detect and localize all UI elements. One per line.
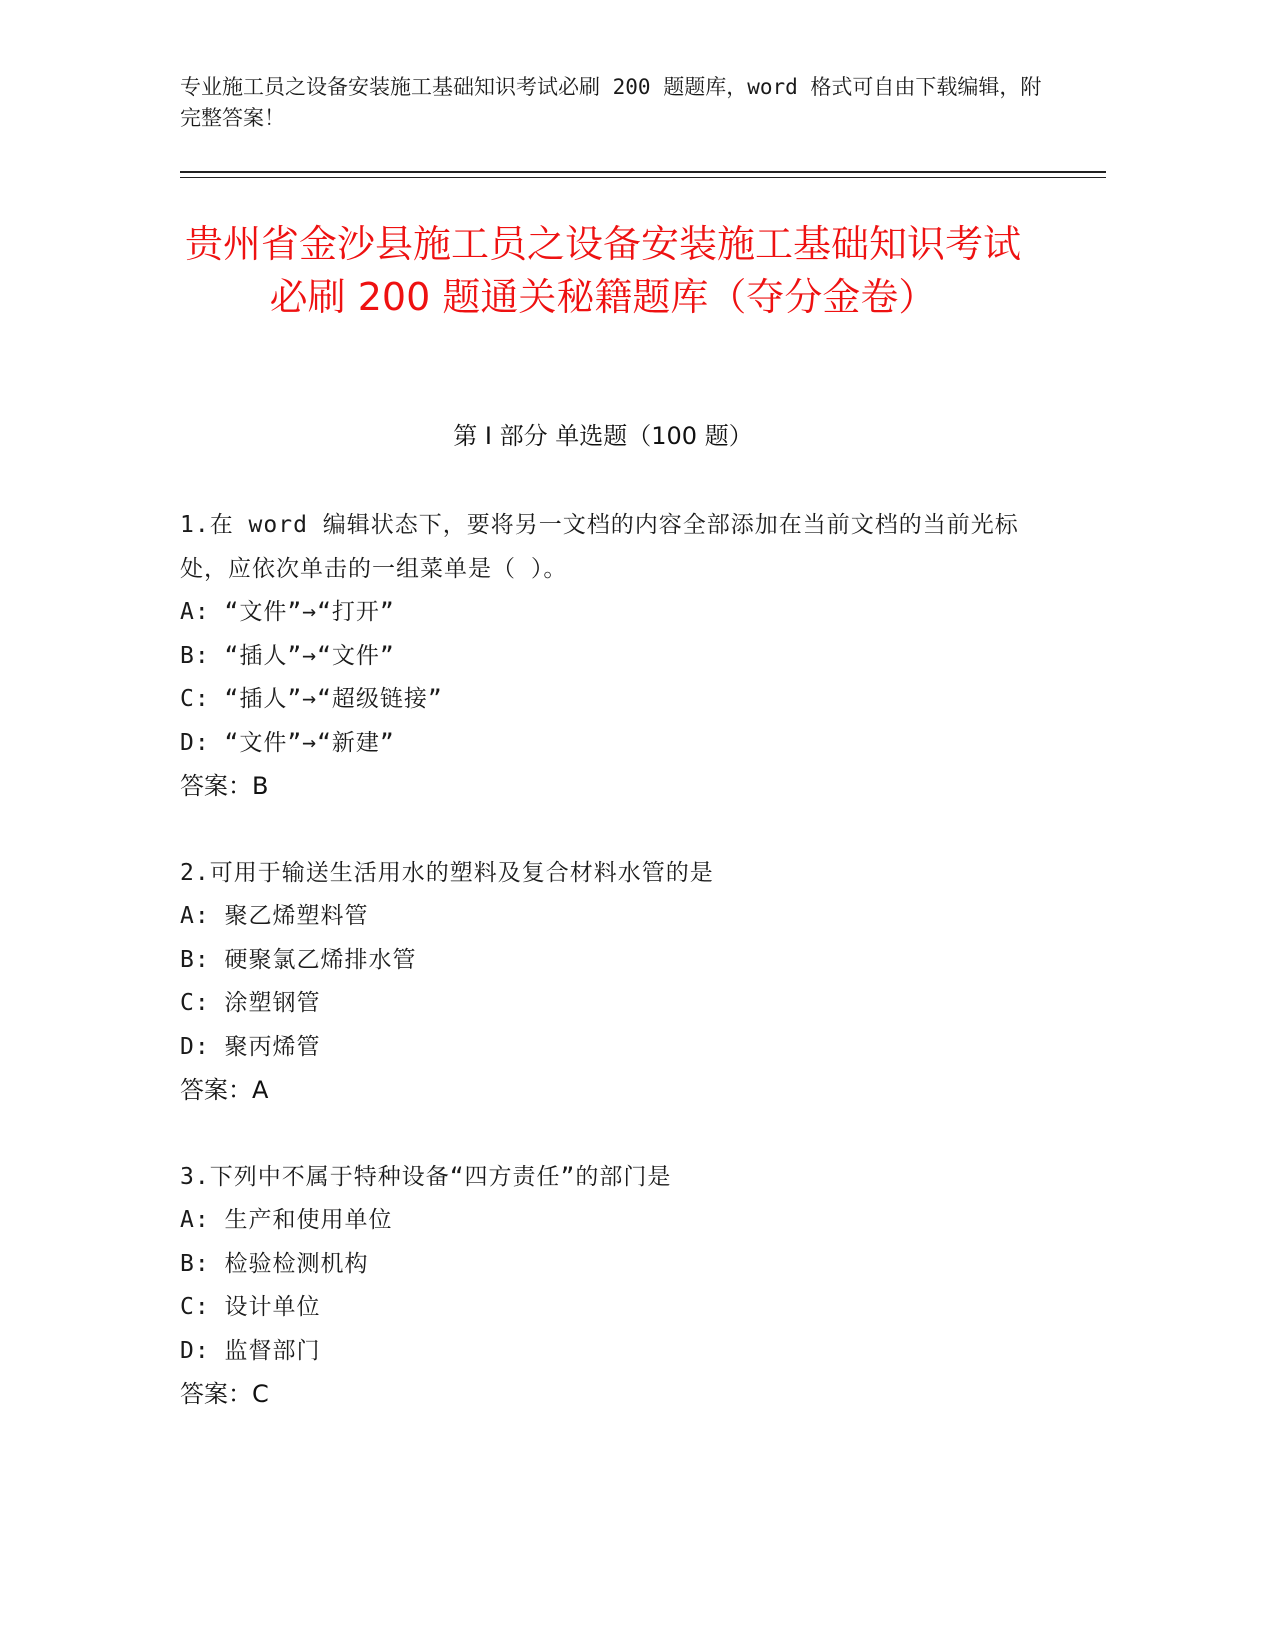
option-b: B: 硬聚氯乙烯排水管 xyxy=(180,946,417,973)
question-stem: 3.下列中不属于特种设备“四方责任”的部门是 xyxy=(180,1163,672,1190)
option-c: C: “插人”→“超级链接” xyxy=(180,686,443,712)
option-d: D: 监督部门 xyxy=(180,1337,321,1364)
answer: 答案：A xyxy=(180,1076,269,1104)
option-d: D: “文件”→“新建” xyxy=(180,729,395,756)
option-a: A: 聚乙烯塑料管 xyxy=(180,903,369,929)
question-3 xyxy=(180,1156,1060,1417)
option-c: C: 设计单位 xyxy=(180,1294,321,1320)
answer: 答案：C xyxy=(180,1380,269,1408)
document-title: 贵州省金沙县施工员之设备安装施工基础知识考试必刷 200 题通关秘籍题库（夺分金卷） xyxy=(184,222,1021,319)
question-list xyxy=(180,504,1060,1460)
option-a: A: “文件”→“打开” xyxy=(180,599,395,625)
option-b: B: “插人”→“文件” xyxy=(180,642,395,669)
header-note: 专业施工员之设备安装施工基础知识考试必刷 200 题题库，word 格式可自由下载编辑，附完整答案！ xyxy=(180,75,1042,130)
question-2 xyxy=(180,852,1060,1113)
option-a: A: 生产和使用单位 xyxy=(180,1207,393,1233)
question-stem: 1.在 word 编辑状态下，要将另一文档的内容全部添加在当前文档的当前光标处，应依次单击的一组菜单是（ ）。 xyxy=(180,512,1019,582)
option-d: D: 聚丙烯管 xyxy=(180,1033,321,1060)
header-divider-thick xyxy=(180,171,1106,173)
question-stem: 2.可用于输送生活用水的塑料及复合材料水管的是 xyxy=(180,859,714,886)
question-1 xyxy=(180,504,1060,809)
section-title: 第 I 部分 单选题（100 题） xyxy=(453,422,753,450)
answer: 答案：B xyxy=(180,772,269,800)
option-b: B: 检验检测机构 xyxy=(180,1250,369,1277)
header-divider-thin xyxy=(180,177,1106,178)
option-c: C: 涂塑钢管 xyxy=(180,990,321,1016)
